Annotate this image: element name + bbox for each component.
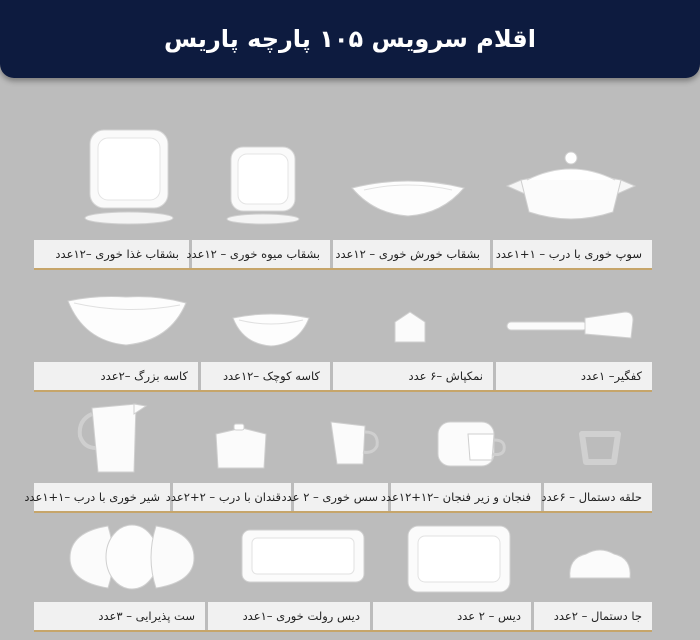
- row-divider: [34, 630, 652, 632]
- item-label-napkin-ring: حلقه دستمال – ۶عدد: [544, 483, 652, 511]
- napkin-holder-icon: [566, 546, 634, 580]
- sugar-bowl-icon: [212, 424, 268, 470]
- item-label-small-bowl: کاسه کوچک –۱۲عدد: [201, 362, 330, 390]
- row-divider: [34, 511, 652, 513]
- item-label-roll-platter: دیس رولت خوری –۱عدد: [208, 602, 370, 630]
- soup-tureen-icon: [505, 150, 637, 226]
- item-label-soup-tureen: سوپ خوری با درب – ۱+۱عدد: [493, 240, 652, 268]
- platter-icon: [406, 524, 512, 594]
- large-bowl-icon: [66, 293, 188, 349]
- serving-spatula-icon: [505, 310, 635, 342]
- item-label-serving-spatula: کفگیر– ۱عدد: [496, 362, 652, 390]
- roll-platter-icon: [240, 528, 366, 584]
- page-title: اقلام سرویس ۱۰۵ پارچه پاریس: [164, 25, 536, 53]
- napkin-ring-icon: [578, 430, 622, 464]
- sauce-boat-icon: [325, 418, 381, 468]
- item-label-platter: دیس – ۲ عدد: [373, 602, 531, 630]
- item-label-sauce-boat: سس خوری – ۲ عدد: [294, 483, 388, 511]
- small-bowl-icon: [231, 310, 311, 348]
- serving-set-icon: [64, 522, 200, 592]
- stew-plate-icon: [350, 178, 466, 220]
- item-label-serving-set: ست پذیرایی – ۳عدد: [34, 602, 205, 630]
- cup-saucer-icon: [436, 420, 510, 468]
- dinner-plate-icon: [84, 128, 174, 226]
- item-label-fruit-plate: بشقاب میوه خوری – ۱۲عدد: [192, 240, 330, 268]
- milk-jug-icon: [76, 402, 148, 476]
- item-label-cup-saucer: فنجان و زیر فنجان –۱۲+۱۲عدد: [391, 483, 541, 511]
- item-label-milk-jug: شیر خوری با درب –۱+۱عدد: [34, 483, 170, 511]
- row-divider: [34, 268, 652, 270]
- item-label-sugar-bowl: قندان با درب – ۲+۲عدد: [173, 483, 291, 511]
- item-label-stew-plate: بشقاب خورش خوری – ۱۲عدد: [333, 240, 490, 268]
- item-label-napkin-holder: جا دستمال – ۲عدد: [534, 602, 652, 630]
- salt-shaker-icon: [393, 310, 427, 344]
- row-divider: [34, 390, 652, 392]
- item-label-large-bowl: کاسه بزرگ –۲عدد: [34, 362, 198, 390]
- item-label-dinner-plate: بشقاب غذا خوری –۱۲عدد: [34, 240, 189, 268]
- fruit-plate-icon: [226, 145, 300, 227]
- header-banner: [0, 0, 700, 78]
- item-label-salt-shaker: نمکپاش –۶ عدد: [333, 362, 493, 390]
